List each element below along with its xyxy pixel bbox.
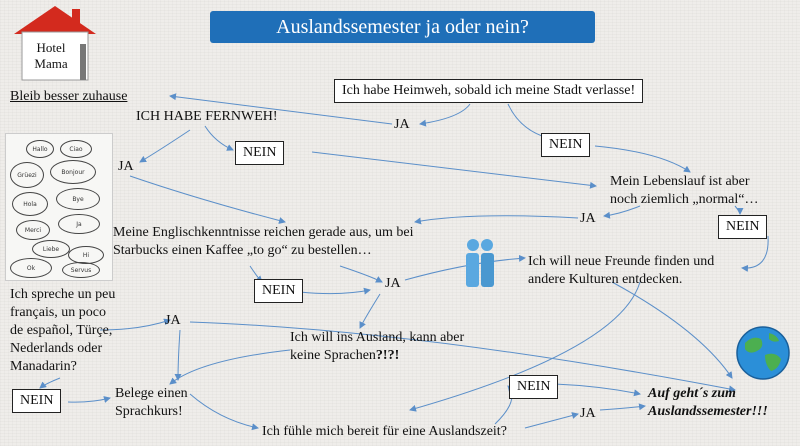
arrow-course-ready	[190, 394, 258, 428]
bubble-1: Hallo	[26, 140, 54, 158]
bubble-11: Hi	[68, 246, 104, 264]
house-label-line2: Mama	[34, 56, 68, 71]
node-resume-line2: noch ziemlich „normal“…	[610, 192, 759, 207]
label-ja-ready: JA	[580, 406, 596, 421]
arrow-ja-ready-go	[600, 406, 645, 410]
label-nein-languages: NEIN	[12, 389, 61, 413]
bubble-8: Ja	[58, 214, 100, 234]
node-languages	[10, 286, 115, 376]
node-no-languages-line2	[290, 347, 464, 365]
arrow-english-ja	[340, 266, 382, 282]
label-nein-resume: NEIN	[718, 215, 767, 239]
label-nein-wanderlust: NEIN	[235, 141, 284, 165]
node-go	[648, 385, 768, 421]
node-english-line1: Meine Englischkenntnisse reichen gerade aus, um bei	[113, 225, 414, 240]
label-ja-wanderlust: JA	[118, 159, 134, 174]
node-no-languages-line2-bold: ?!?!	[375, 348, 400, 363]
node-homesick: Ich habe Heimweh, sobald ich meine Stadt verlasse!	[334, 79, 643, 103]
arrow-nein-resume-friends	[742, 236, 768, 268]
node-english	[113, 224, 414, 260]
speech-bubbles-image	[5, 133, 113, 281]
node-go-line2: Auslandssemester!!!	[648, 404, 768, 419]
globe-icon	[735, 325, 791, 381]
people-icon	[463, 237, 497, 289]
node-no-languages-line1: Ich will ins Ausland, kann aber	[290, 330, 465, 345]
arrow-nein-resume	[595, 146, 690, 172]
arrow-nein-ready-go	[555, 384, 640, 394]
bubble-6: Bye	[56, 188, 100, 210]
node-friends-line1: Ich will neue Freunde finden und	[528, 254, 715, 269]
arrow-nein-course	[68, 398, 110, 402]
label-ja-resume: JA	[580, 211, 596, 226]
bubble-12: Servus	[62, 262, 100, 278]
arrow-languages-nein	[40, 378, 60, 388]
node-no-languages	[290, 329, 464, 365]
page-title: Auslandssemester ja oder nein?	[210, 11, 595, 43]
arrow-nolang-course	[170, 350, 290, 384]
arrow-fernweh-ja	[140, 130, 190, 162]
node-languages-line3: de español, Türçe,	[10, 323, 113, 338]
node-languages-line1: Ich spreche un peu	[10, 287, 116, 302]
arrow-ja-course	[178, 330, 180, 380]
node-wanderlust: ICH HABE FERNWEH!	[136, 109, 278, 124]
arrow-ja-nolang	[360, 294, 380, 328]
node-go-line1: Auf geht´s zum	[648, 386, 736, 401]
house-label-line1: Hotel	[36, 40, 66, 55]
label-ja-english: JA	[385, 276, 401, 291]
node-course-line1: Belege einen	[115, 386, 188, 401]
arrow-friends-go	[612, 282, 732, 378]
node-english-line2: Starbucks einen Kaffee „to go“ zu bestellen…	[113, 243, 372, 258]
node-languages-line4: Nederlands oder	[10, 341, 103, 356]
node-ready: Ich fühle mich bereit für eine Auslandszeit?	[262, 424, 507, 439]
arrow-nein-english	[300, 290, 370, 294]
label-nein-ready: NEIN	[509, 375, 558, 399]
label-ja-languages: JA	[165, 313, 181, 328]
node-course	[115, 385, 188, 421]
bubble-10: Ok	[10, 258, 52, 278]
node-resume	[610, 173, 759, 209]
bubble-5: Hola	[12, 192, 48, 216]
arrow-nein2-resume	[312, 152, 596, 186]
arrow-homesick-ja	[420, 104, 470, 124]
node-languages-line5: Manadarin?	[10, 359, 77, 374]
house-label	[25, 40, 77, 72]
bubble-9: Liebe	[32, 240, 70, 258]
bubble-4: Bonjour	[50, 160, 96, 184]
bubble-2: Ciao	[60, 140, 92, 158]
stay-home-text: Bleib besser zuhause	[10, 89, 128, 104]
bubble-3: Grüezi	[10, 162, 44, 188]
node-friends-line2: andere Kulturen entdecken.	[528, 272, 683, 287]
label-ja-homesick: JA	[394, 117, 410, 132]
bubble-7: Merci	[16, 220, 50, 240]
node-course-line2: Sprachkurs!	[115, 404, 183, 419]
node-friends	[528, 253, 714, 289]
arrow-ja-resume-english	[415, 216, 578, 222]
arrow-ready-ja	[525, 414, 578, 428]
node-languages-line2: français, un poco	[10, 305, 107, 320]
arrow-fernweh-nein	[205, 126, 233, 150]
node-resume-line1: Mein Lebenslauf ist aber	[610, 174, 750, 189]
label-nein-homesick: NEIN	[541, 133, 590, 157]
label-nein-english: NEIN	[254, 279, 303, 303]
arrow-ja-english	[130, 176, 285, 222]
node-no-languages-line2-text: keine Sprachen	[290, 348, 376, 363]
